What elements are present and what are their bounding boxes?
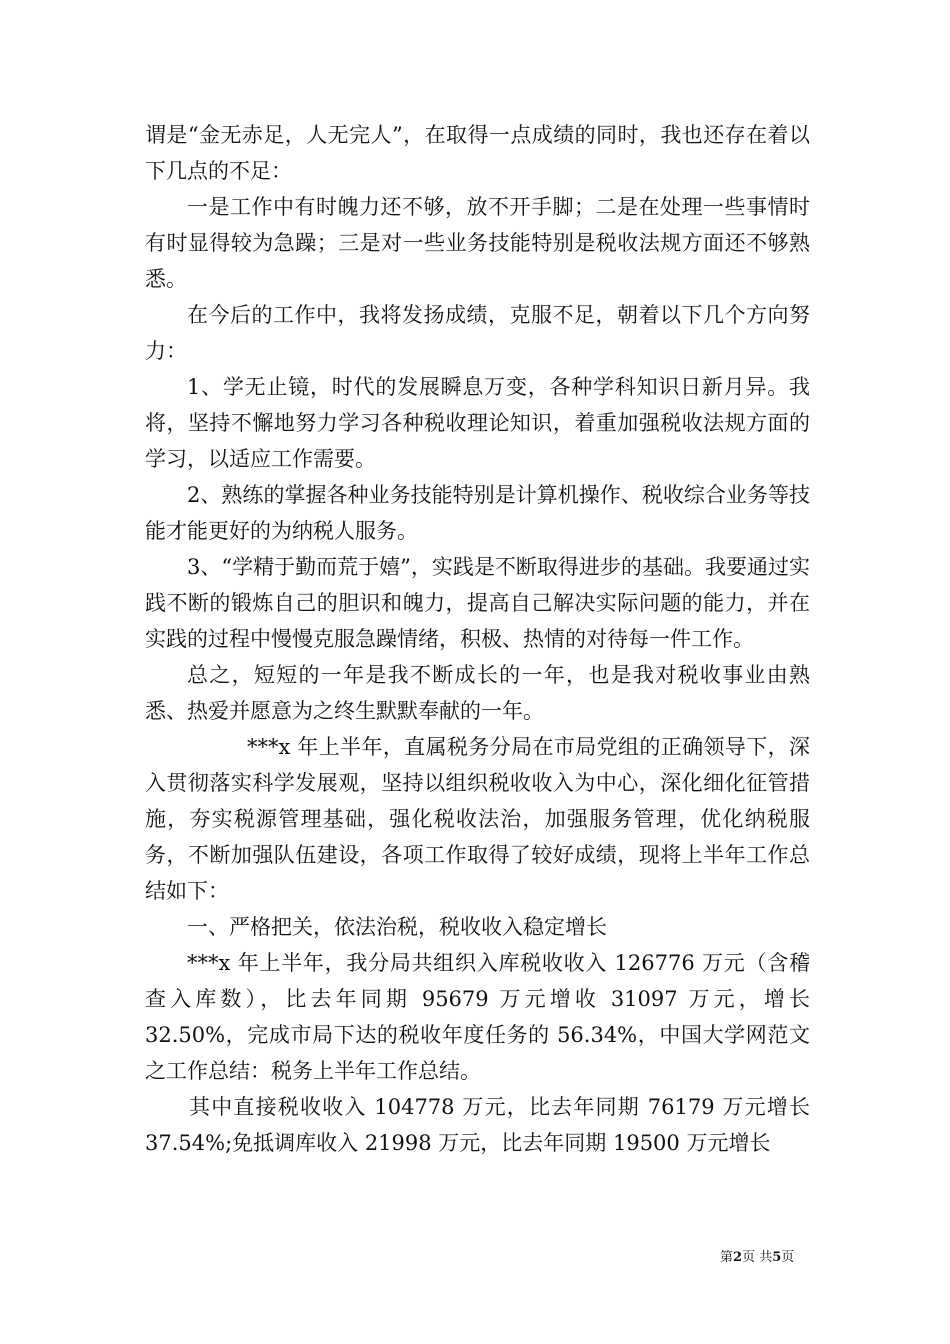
footer-page-total: 5 <box>772 1250 782 1265</box>
page-footer <box>720 1246 794 1265</box>
paragraph-5: 2、熟练的掌握各种业务技能特别是计算机操作、税收综合业务等技能才能更好的为纳税人服务。 <box>145 483 810 543</box>
footer-prefix: 第 <box>720 1250 734 1265</box>
footer-page-current: 2 <box>733 1250 743 1265</box>
footer-suffix: 页 <box>781 1250 795 1265</box>
section-heading: 一、严格把关，依法治税，税收收入稳定增长 <box>187 915 607 939</box>
paragraph-10: 其中直接税收收入 104778 万元，比去年同期 76179 万元增长 37.54%;免抵调库收入 21998 万元，比去年同期 19500 万元增长 <box>145 1095 810 1155</box>
footer-middle: 页 共 <box>742 1250 773 1265</box>
paragraph-3: 在今后的工作中，我将发扬成绩，克服不足，朝着以下几个方向努力： <box>145 303 810 363</box>
paragraph-8: ***x 年上半年，直属税务分局在市局党组的正确领导下，深入贯彻落实科学发展观，坚持以组织税收收入为中心，深化细化征管措施，夯实税源管理基础，强化税收法治，加强服务管理，优化纳税服务，不断加强队伍建设，各项工作取得了较好成绩，现将上半年工作总结如下： <box>145 735 810 903</box>
paragraph-9: ***x 年上半年，我分局共组织入库税收收入 126776 万元（含稽查入库数），比去年同期 95679 万元增收 31097 万元，增长 32.50%，完成市局下达的税收年度任务的 56.34%，中国大学网范文之工作总结：税务上半年工作总结。 <box>145 951 810 1083</box>
paragraph-6: 3、“学精于勤而荒于嬉”，实践是不断取得进步的基础。我要通过实践不断的锻炼自己的胆识和魄力，提高自己解决实际问题的能力，并在实践的过程中慢慢克服急躁情绪，积极、热情的对待每一件工作。 <box>145 555 810 651</box>
paragraph-4: 1、学无止镜，时代的发展瞬息万变，各种学科知识日新月异。我将，坚持不懈地努力学习各种税收理论知识，着重加强税收法规方面的学习，以适应工作需要。 <box>145 375 810 471</box>
paragraph-2: 一是工作中有时魄力还不够，放不开手脚；二是在处理一些事情时有时显得较为急躁；三是对一些业务技能特别是税收法规方面还不够熟悉。 <box>145 195 810 291</box>
paragraph-7: 总之，短短的一年是我不断成长的一年，也是我对税收事业由熟悉、热爱并愿意为之终生默默奉献的一年。 <box>145 663 810 723</box>
paragraph-1: 谓是“金无赤足，人无完人”，在取得一点成绩的同时，我也还存在着以下几点的不足： <box>145 123 810 183</box>
document-body <box>145 117 810 1161</box>
